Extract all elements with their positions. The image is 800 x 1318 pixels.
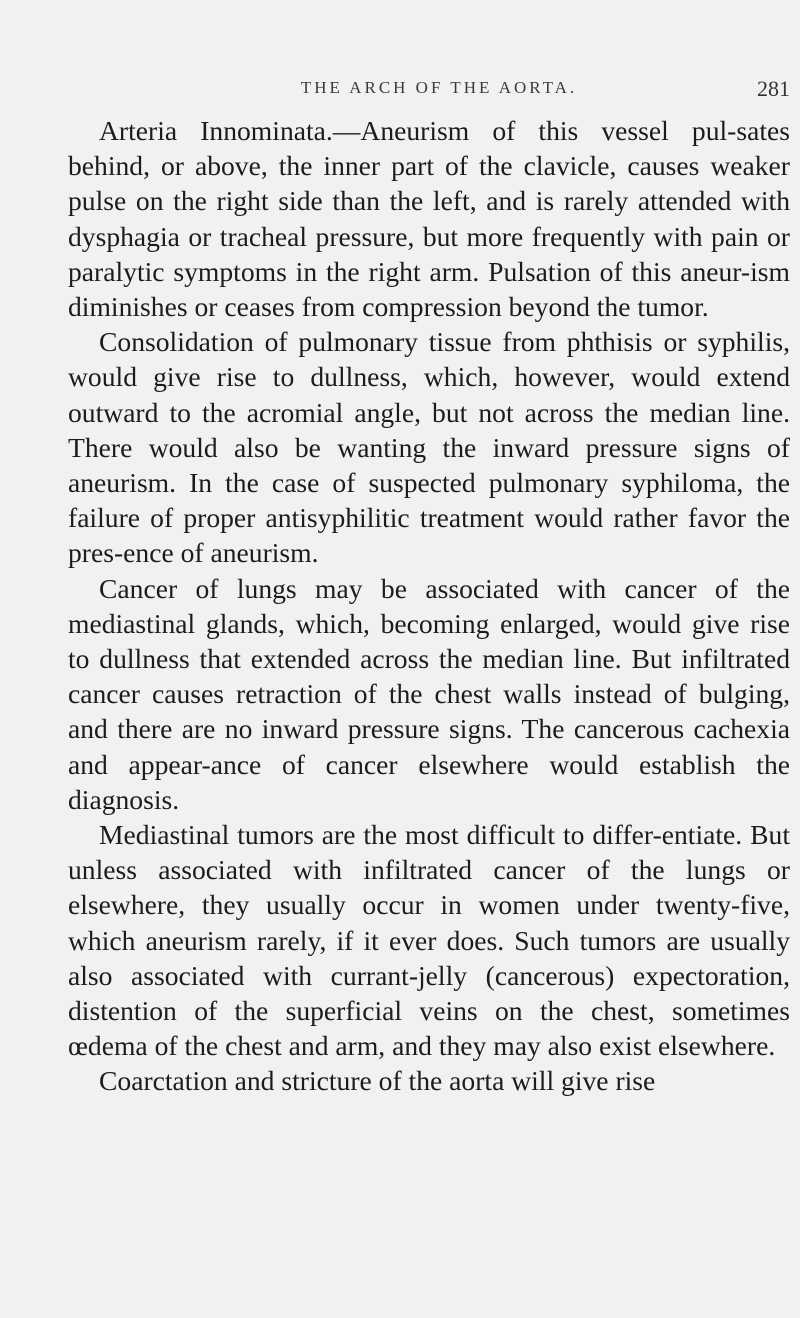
paragraph-cancer-of-lungs: Cancer of lungs may be associated with cancer of the mediastinal glands, which, becoming enlarged, would give rise to dullness that extended across the median line. But infiltrated cancer causes retraction of the chest walls instead of bulging, and there are no inward pressure signs. The cancerous cachexia and appear-ance of cancer elsewhere would establish the diagnosis. (68, 572, 790, 815)
body-text (68, 113, 790, 1099)
paragraph-coarctation: Coarctation and stricture of the aorta will give rise (99, 1065, 656, 1097)
paragraph-consolidation: Consolidation of pulmonary tissue from phthisis or syphilis, would give rise to dullness, which, however, would extend outward to the acromial angle, but not across the median line. There would also be wanting the inward pressure signs of aneurism. In the case of suspected pulmonary syphiloma, the failure of proper antisyphilitic treatment would rather favor the pres-ence of aneurism. (68, 326, 790, 569)
paragraph-mediastinal-tumors: Mediastinal tumors are the most difficult to differ-entiate. But unless associated with infiltrated cancer of the lungs or elsewhere, they usually occur in women under twenty-five, which aneurism rarely, if it ever does. Such tumors are usually also associated with currant-jelly (cancerous) expectoration, distention of the superficial veins on the chest, sometimes œdema of the chest and arm, and they may also exist elsewhere. (68, 819, 790, 1062)
running-title: THE ARCH OF THE AORTA. (300, 78, 578, 97)
paragraph-arteria-innominata: Arteria Innominata.—Aneurism of this vessel pul-sates behind, or above, the inner part of the clavicle, causes weaker pulse on the right side than the left, and is rarely attended with dysphagia or tracheal pressure, but more frequently with pain or paralytic symptoms in the right arm. Pulsation of this aneur-ism diminishes or ceases from compression beyond the tumor. (68, 115, 790, 323)
running-head (68, 78, 790, 108)
page-number: 281 (757, 76, 790, 101)
